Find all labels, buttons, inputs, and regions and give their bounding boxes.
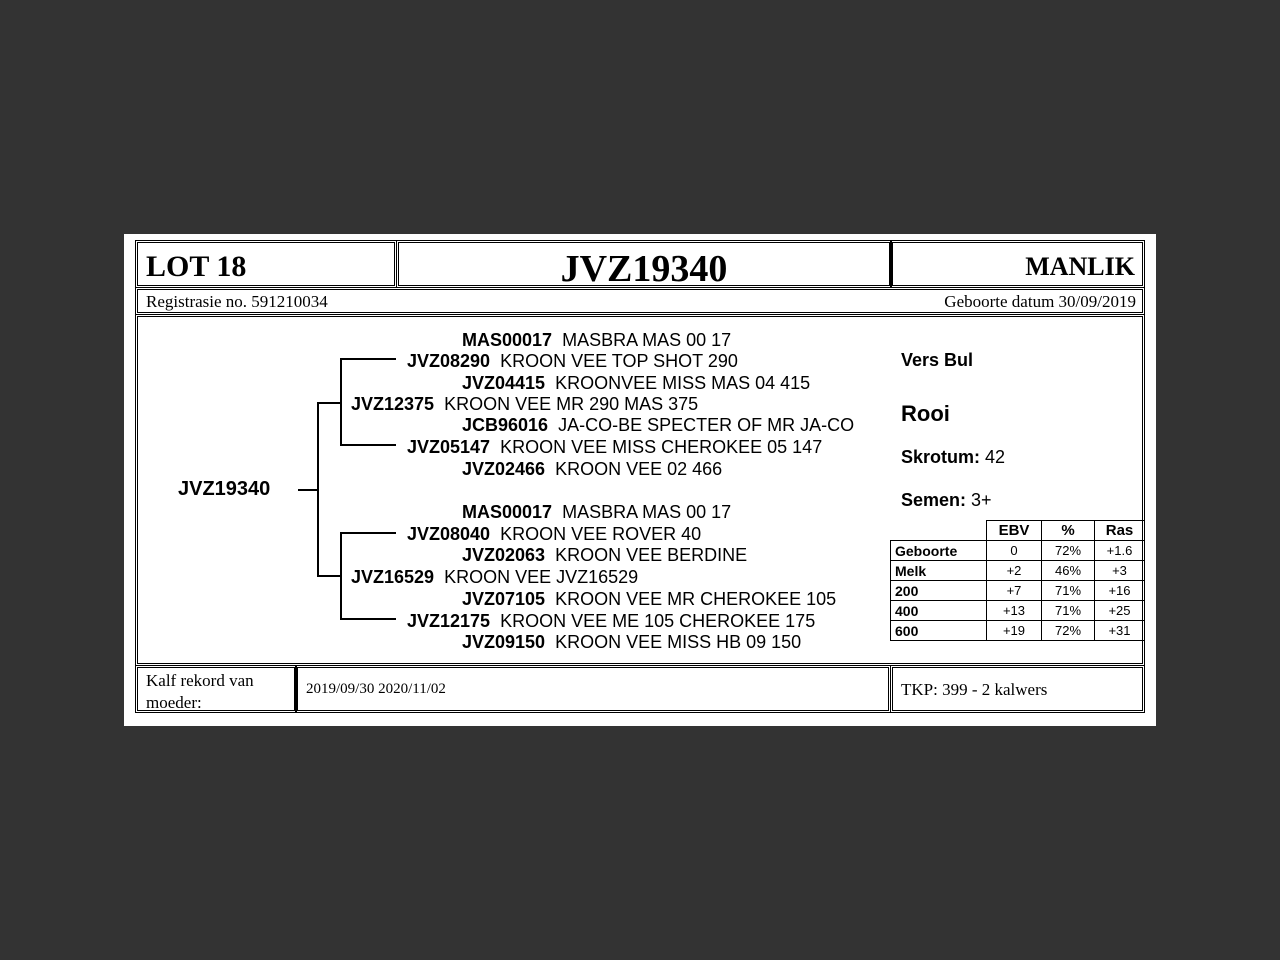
- lot-card: [124, 234, 1156, 726]
- pedigree-line: [340, 532, 396, 534]
- dam-sire-dam: JVZ02063 KROON VEE BERDINE: [462, 545, 748, 565]
- dam-sire: JVZ08040 KROON VEE ROVER 40: [407, 524, 702, 544]
- pedigree-line: [340, 444, 396, 446]
- pedigree-line: [340, 532, 342, 620]
- pedigree-line: [317, 402, 319, 577]
- sex: MANLIK: [1025, 252, 1135, 281]
- dam: JVZ16529 KROON VEE JVZ16529: [351, 567, 639, 587]
- calf-record-dates-box: [295, 665, 891, 713]
- calf-record-label-box: [135, 665, 297, 713]
- pedigree-subject: JVZ19340: [178, 478, 271, 500]
- animal-color: Rooi: [901, 401, 950, 426]
- tkp-box: [890, 665, 1145, 713]
- ebv-header-row: [891, 521, 1145, 541]
- registration-row: [135, 287, 1145, 315]
- tkp: TKP: 399 - 2 kalwers: [901, 680, 1048, 699]
- sire-sire-sire: MAS00017 MASBRA MAS 00 17: [462, 330, 732, 350]
- calf-record-dates: 2019/09/30 2020/11/02: [306, 681, 446, 697]
- semen: Semen: 3+: [901, 490, 992, 510]
- ras-header: Ras: [1095, 521, 1145, 541]
- lot-number-box: [135, 240, 397, 288]
- sire-dam-sire: JCB96016 JA-CO-BE SPECTER OF MR JA-CO: [462, 415, 855, 435]
- pedigree-line: [298, 489, 318, 491]
- sire: JVZ12375 KROON VEE MR 290 MAS 375: [351, 394, 699, 414]
- pedigree-line: [317, 402, 341, 404]
- sire-dam-dam: JVZ02466 KROON VEE 02 466: [462, 459, 723, 479]
- ebv-row: 600 +19 72% +31: [891, 621, 1145, 641]
- sire-sire-dam: JVZ04415 KROONVEE MISS MAS 04 415: [462, 373, 811, 393]
- animal-id-box: [396, 240, 892, 288]
- ebv-row: 400 +13 71% +25: [891, 601, 1145, 621]
- ebv-row: Geboorte 0 72% +1.6: [891, 541, 1145, 561]
- dam-dam-sire: JVZ07105 KROON VEE MR CHEROKEE 105: [462, 589, 837, 609]
- pedigree-line: [340, 358, 342, 446]
- animal-id: JVZ19340: [560, 248, 728, 290]
- dam-dam-dam: JVZ09150 KROON VEE MISS HB 09 150: [462, 632, 802, 652]
- lot-number: LOT 18: [146, 250, 247, 283]
- ebv-table: [890, 520, 1145, 641]
- dam-sire-sire: MAS00017 MASBRA MAS 00 17: [462, 502, 732, 522]
- animal-type: Vers Bul: [901, 350, 974, 370]
- pct-header: %: [1042, 521, 1095, 541]
- scrotum: Skrotum: 42: [901, 447, 1006, 467]
- pedigree-line: [317, 575, 341, 577]
- sex-box: [890, 240, 1145, 288]
- ebv-header: EBV: [987, 521, 1042, 541]
- sire-dam: JVZ05147 KROON VEE MISS CHEROKEE 05 147: [407, 437, 823, 457]
- ebv-row: 200 +7 71% +16: [891, 581, 1145, 601]
- ebv-row: Melk +2 46% +3: [891, 561, 1145, 581]
- registration-number: Registrasie no. 591210034: [146, 292, 328, 311]
- pedigree-line: [340, 618, 396, 620]
- calf-record-label: Kalf rekord van moeder:: [146, 671, 254, 712]
- birth-date: Geboorte datum 30/09/2019: [944, 292, 1136, 311]
- pedigree-line: [340, 358, 396, 360]
- dam-dam: JVZ12175 KROON VEE ME 105 CHEROKEE 175: [407, 611, 816, 631]
- sire-sire: JVZ08290 KROON VEE TOP SHOT 290: [407, 351, 738, 371]
